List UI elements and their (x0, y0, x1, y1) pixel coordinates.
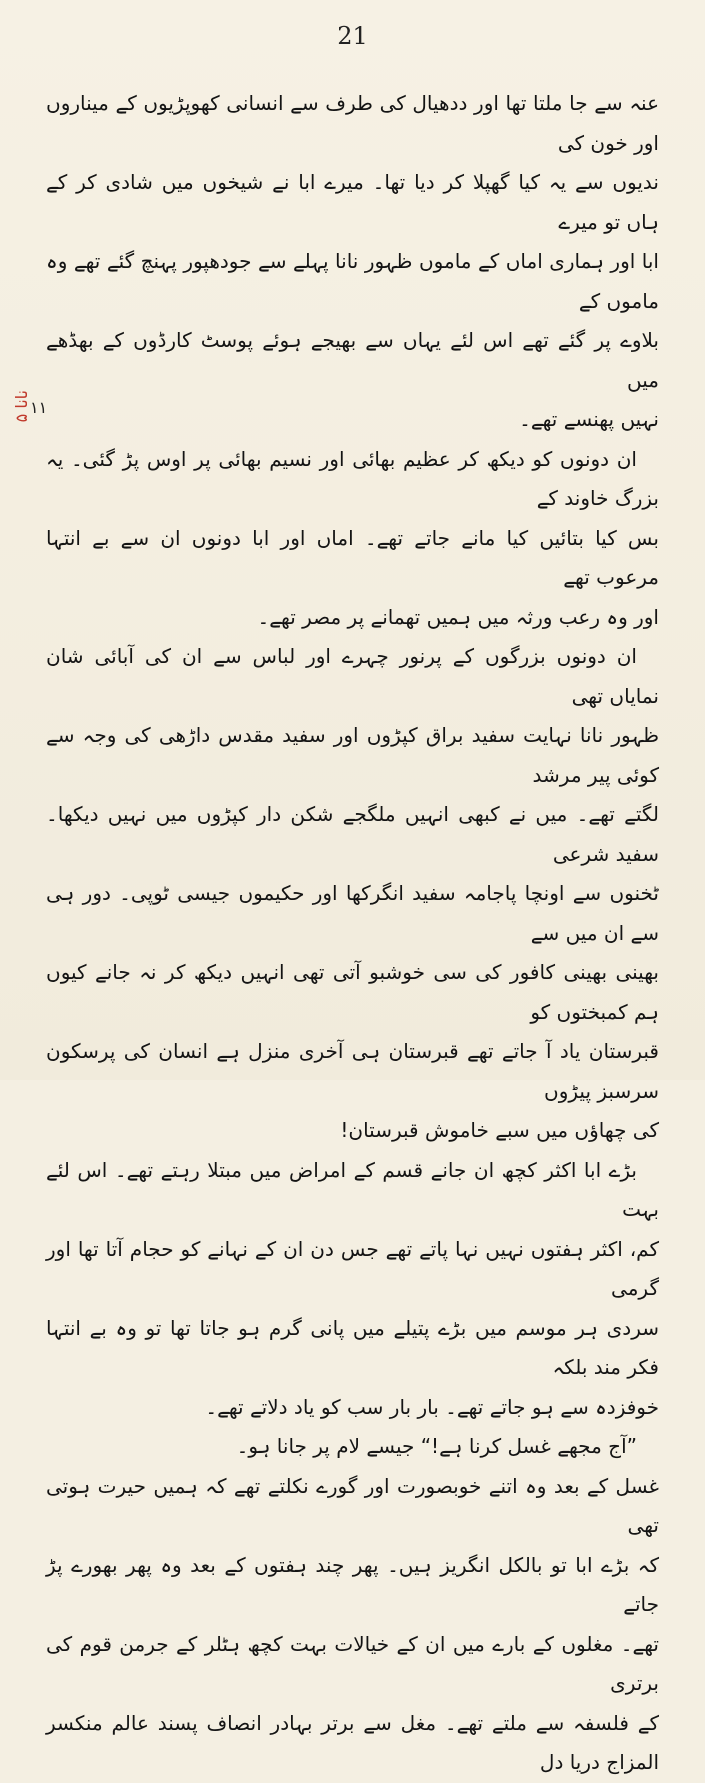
text-line: ابا اور ہماری اماں کے ماموں ظہور نانا پہلے سے جودھپور پہنچ گئے تھے وہ ماموں کے (46, 249, 659, 313)
margin-annotation: نانا ۵ (12, 390, 31, 423)
text-line: عنہ سے جا ملتا تھا اور ددھیال کی طرف سے انسانی کھوپڑیوں کے میناروں اور خون کی (46, 91, 659, 155)
text-line: ان دونوں کو دیکھ کر عظیم بھائی اور نسیم بھائی پر اوس پڑ گئی۔ یہ بزرگ خاوند کے (46, 446, 659, 510)
text-line: تھے۔ مغلوں کے بارے میں ان کے خیالات بہت کچھ ہٹلر کے جرمن قوم کی برتری (46, 1631, 659, 1695)
text-line: کے فلسفہ سے ملتے تھے۔ مغل سے برتر بہادر انصاف پسند عالم منکسر المزاج دریا دل (46, 1710, 659, 1774)
page-body (46, 84, 659, 1783)
text-line: کی چھاؤں میں سبے خاموش قبرستان! (340, 1118, 659, 1142)
text-line: غسل کے بعد وہ اتنے خوبصورت اور گورے نکلتے تھے کہ ہمیں حیرت ہوتی تھی (46, 1473, 659, 1537)
text-line: ٹخنوں سے اونچا پاجامہ سفید انگرکھا اور حکیموں جیسی ٹوپی۔ دور ہی سے ان میں سے (46, 881, 659, 945)
text-line: بس کیا بتائیں کیا مانے جاتے تھے۔ اماں اور ابا دونوں ان سے بے انتہا مرعوب تھے (46, 525, 659, 589)
text-line: اور وہ رعب ورثہ میں ہمیں تھمانے پر مصر تھے۔ (257, 604, 659, 629)
text-line: نہیں پھنسے تھے۔ (519, 407, 659, 431)
text-line: لگتے تھے۔ میں نے کبھی انہیں ملگجے شکن دار کپڑوں میں نہیں دیکھا۔ سفید شرعی (46, 802, 659, 866)
text-line: بھینی بھینی کافور کی سی خوشبو آتی تھی انہیں دیکھ کر نہ جانے کیوں ہم کمبختوں کو (46, 960, 659, 1024)
text-line: قبرستان یاد آ جاتے تھے قبرستان ہی آخری منزل ہے انسان کی پرسکون سرسبز پیڑوں (46, 1039, 659, 1103)
page-number: 21 (337, 22, 368, 50)
text-line: ندیوں سے یہ کیا گھپلا کر دیا تھا۔ میرے ابا نے شیخوں میں شادی کر کے ہاں تو میرے (46, 170, 659, 234)
text-line: سردی ہر موسم میں بڑے پتیلے میں پانی گرم ہو جاتا تھا تو وہ بے انتہا فکر مند بلکہ (46, 1315, 659, 1379)
text-line: ”آج مجھے غسل کرنا ہے!“ جیسے لام پر جانا ہو۔ (236, 1434, 637, 1458)
margin-mark: ۱۱ (30, 398, 48, 417)
text-line: خوفزدہ سے ہو جاتے تھے۔ بار بار سب کو یاد دلاتے تھے۔ (205, 1394, 659, 1419)
text-line: ظہور نانا نہایت سفید براق کپڑوں اور سفید مقدس داڑھی کی وجہ سے کوئی پیر مرشد (46, 723, 659, 787)
text-line: ان دونوں بزرگوں کے پرنور چہرے اور لباس سے ان کی آبائی شان نمایاں تھی (46, 644, 659, 708)
text-line: بڑے ابا اکثر کچھ ان جانے قسم کے امراض میں مبتلا رہتے تھے۔ اس لئے بہت (46, 1157, 659, 1221)
text-line: کم، اکثر ہفتوں نہیں نہا پاتے تھے جس دن ان کے نہانے کو حجام آتا تھا اور گرمی (46, 1236, 659, 1300)
text-line: بلاوے پر گئے تھے اس لئے یہاں سے بھیجے ہوئے پوسٹ کارڈوں کے بھڈھے میں (46, 328, 659, 392)
text-line: کہ بڑے ابا تو بالکل انگریز ہیں۔ پھر چند ہفتوں کے بعد وہ پھر بھورے پڑ جاتے (46, 1552, 659, 1616)
